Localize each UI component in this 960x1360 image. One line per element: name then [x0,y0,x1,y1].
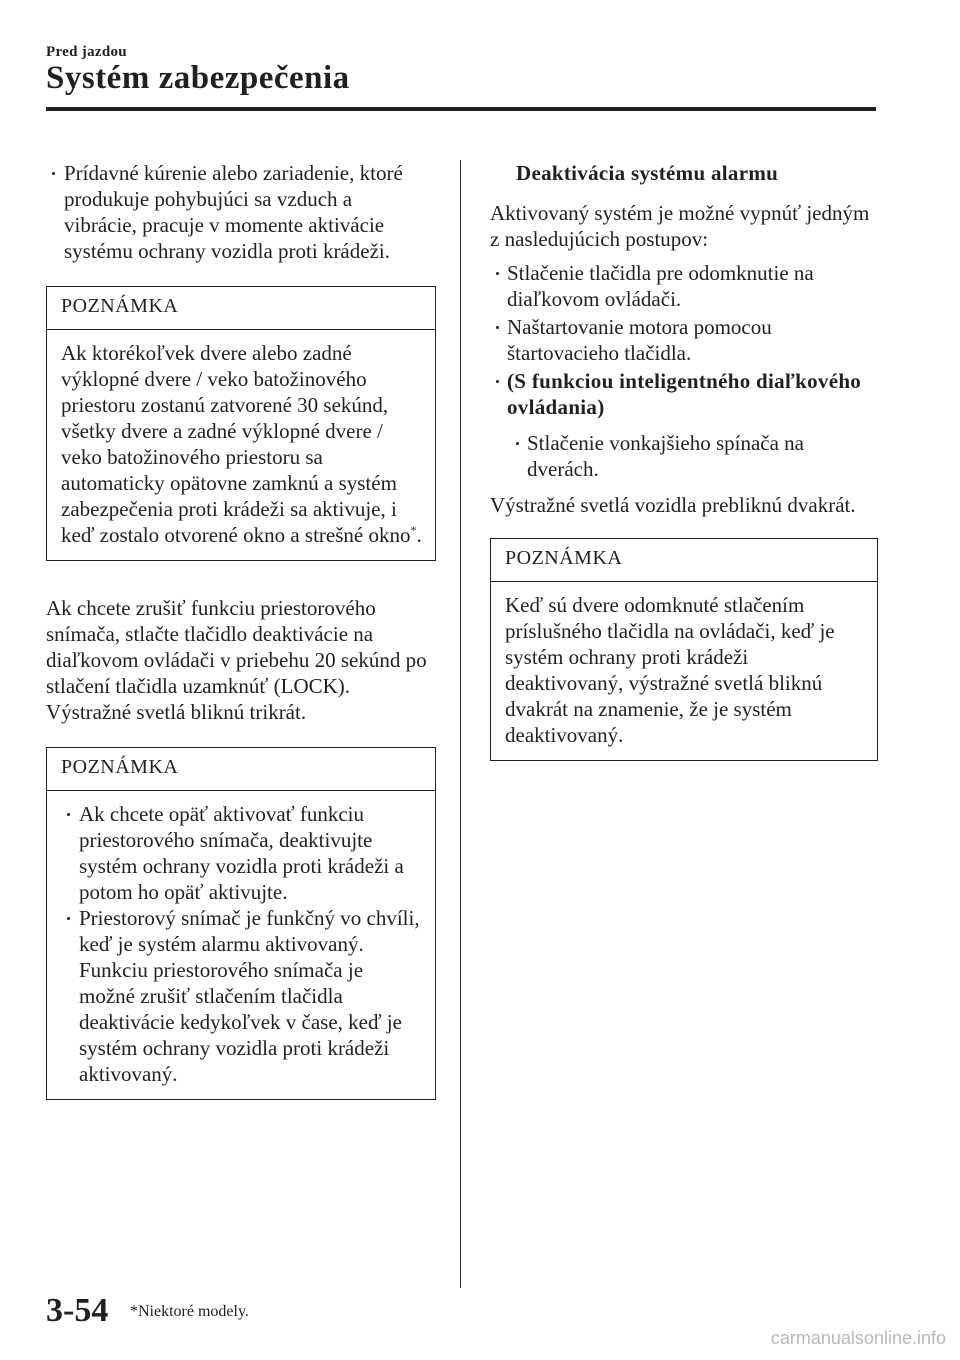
note-box-auto-relock [46,286,436,561]
left-column [46,160,436,1100]
paragraph-cancel-sensor: Ak chcete zrušiť funkciu priestorového snímača, stlačte tlačidlo deaktivácie na diaľkovom ovládači v priebehu 20 sekúnd po stlačení tlačidla uzamknúť (LOCK). Výstražné svetlá bliknú trikrát. [46,596,427,724]
section-heading-deactivate: Deaktivácia systému alarmu [516,161,779,185]
list-item: Prídavné kúrenie alebo zariadenie, ktoré produkuje pohybujúci sa vzduch a vibrácie, pracuje v momente aktivácie systému ochrany vozidla proti krádeži. [46,160,430,264]
method-bullet-list [490,260,878,420]
list-item: Stlačenie vonkajšieho spínača na dverách. [510,430,878,482]
paragraph-result: Výstražné svetlá vozidla prebliknú dvakrát. [490,493,856,517]
section-label: Pred jazdou [46,44,127,60]
list-item: Ak chcete opäť aktivovať funkciu priestorového snímača, deaktivujte systém ochrany vozidla proti krádeži a potom ho opäť aktivujte. [61,801,423,905]
note-body [47,330,435,560]
page-number: 3-54 [46,1292,109,1329]
note-heading: POZNÁMKA [47,748,435,791]
watermark: carmanualsonline.info [770,1328,946,1348]
note-box-sensor [46,747,436,1100]
note-bullet-list [61,801,423,1087]
paragraph-intro: Aktivovaný systém je možné vypnúť jedným z nasledujúcich postupov: [490,201,870,251]
note-heading: POZNÁMKA [491,539,877,582]
list-item: Naštartovanie motora pomocou štartovacieho tlačidla. [490,314,878,366]
list-item: Stlačenie tlačidla pre odomknutie na diaľkovom ovládači. [490,260,878,312]
right-column [490,160,878,761]
note-body [47,791,435,1099]
page-title: Systém zabezpečenia [46,60,350,96]
note-period: . [416,523,422,547]
header-divider [46,107,876,111]
column-divider [460,160,461,1288]
note-heading: POZNÁMKA [47,287,435,330]
intro-bullet-list [46,160,436,264]
list-item: (S funkciou inteligentného diaľkového ovládania) [490,368,878,420]
list-item: Priestorový snímač je funkčný vo chvíli, keď je systém alarmu aktivovaný. Funkciu priestorového snímača je možné zrušiť stlačením tlačidla deaktivácie kedykoľvek v čase, keď je systém ochrany vozidla proti krádeži aktivovaný. [61,905,423,1087]
note-text: Ak ktorékoľvek dvere alebo zadné výklopné dvere / veko batožinového priestoru zostanú zatvorené 30 sekúnd, všetky dvere a zadné výklopné dvere / veko batožinového priestoru sa automaticky opätovne zamknú a systém zabezpečenia proti krádeži sa aktivuje, i keď zostalo otvorené okno a strešné okno [61,341,411,547]
sub-bullet-list [510,430,878,482]
note-body: Keď sú dvere odomknuté stlačením príslušného tlačidla na ovládači, keď je systém ochrany proti krádeži deaktivovaný, výstražné svetlá bliknú dvakrát na znamenie, že je systém deaktivovaný. [505,593,835,747]
footnote-asterisk: * [410,523,417,537]
note-box-unlock [490,538,878,761]
footnote: *Niektoré modely. [130,1303,249,1320]
